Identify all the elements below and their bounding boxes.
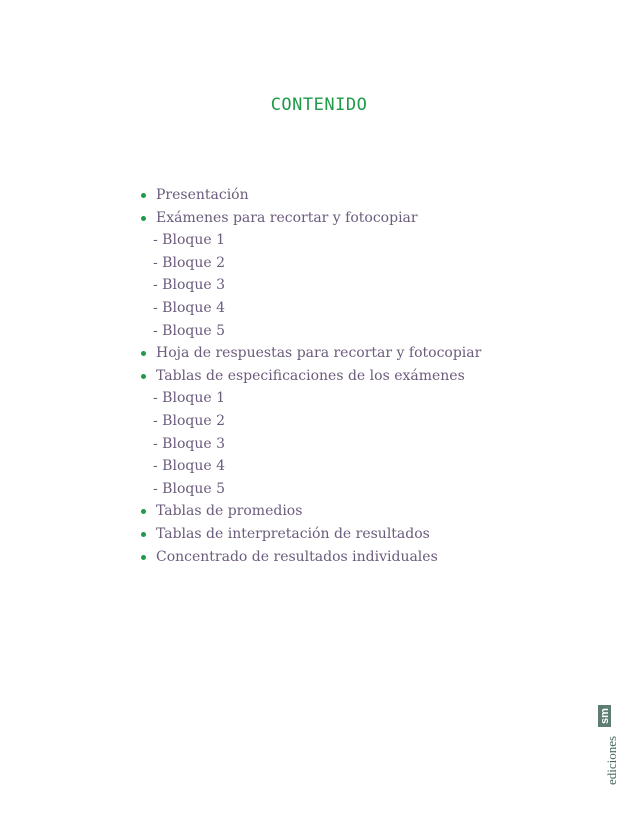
publisher-logo <box>593 705 619 785</box>
toc-item: Tablas de interpretación de resultados <box>140 523 481 546</box>
page-title: CONTENIDO <box>270 95 368 115</box>
logo-mark: sm <box>598 705 611 727</box>
toc-subitem: - Bloque 1 <box>153 232 225 249</box>
logo-text: ediciones <box>604 735 619 785</box>
toc-subitem: - Bloque 3 <box>153 435 225 452</box>
table-of-contents <box>140 184 481 568</box>
toc-subitem: - Bloque 5 <box>153 322 225 339</box>
toc-subitem: - Bloque 4 <box>153 458 225 475</box>
toc-item: Tablas de promedios <box>140 500 481 523</box>
toc-subitem: - Bloque 4 <box>153 299 225 316</box>
toc-item: Exámenes para recortar y fotocopiar <box>140 207 481 230</box>
toc-subitem: - Bloque 5 <box>153 480 225 497</box>
toc-item: Tablas de especificaciones de los exámenes <box>140 365 481 388</box>
toc-subitem: - Bloque 1 <box>153 390 225 407</box>
toc-item: Hoja de respuestas para recortar y fotocopiar <box>140 342 481 365</box>
toc-subitem: - Bloque 3 <box>153 277 225 294</box>
toc-item: Presentación <box>140 184 481 207</box>
toc-item: Concentrado de resultados individuales <box>140 546 481 569</box>
toc-subitem: - Bloque 2 <box>153 254 225 271</box>
toc-subitem: - Bloque 2 <box>153 412 225 429</box>
